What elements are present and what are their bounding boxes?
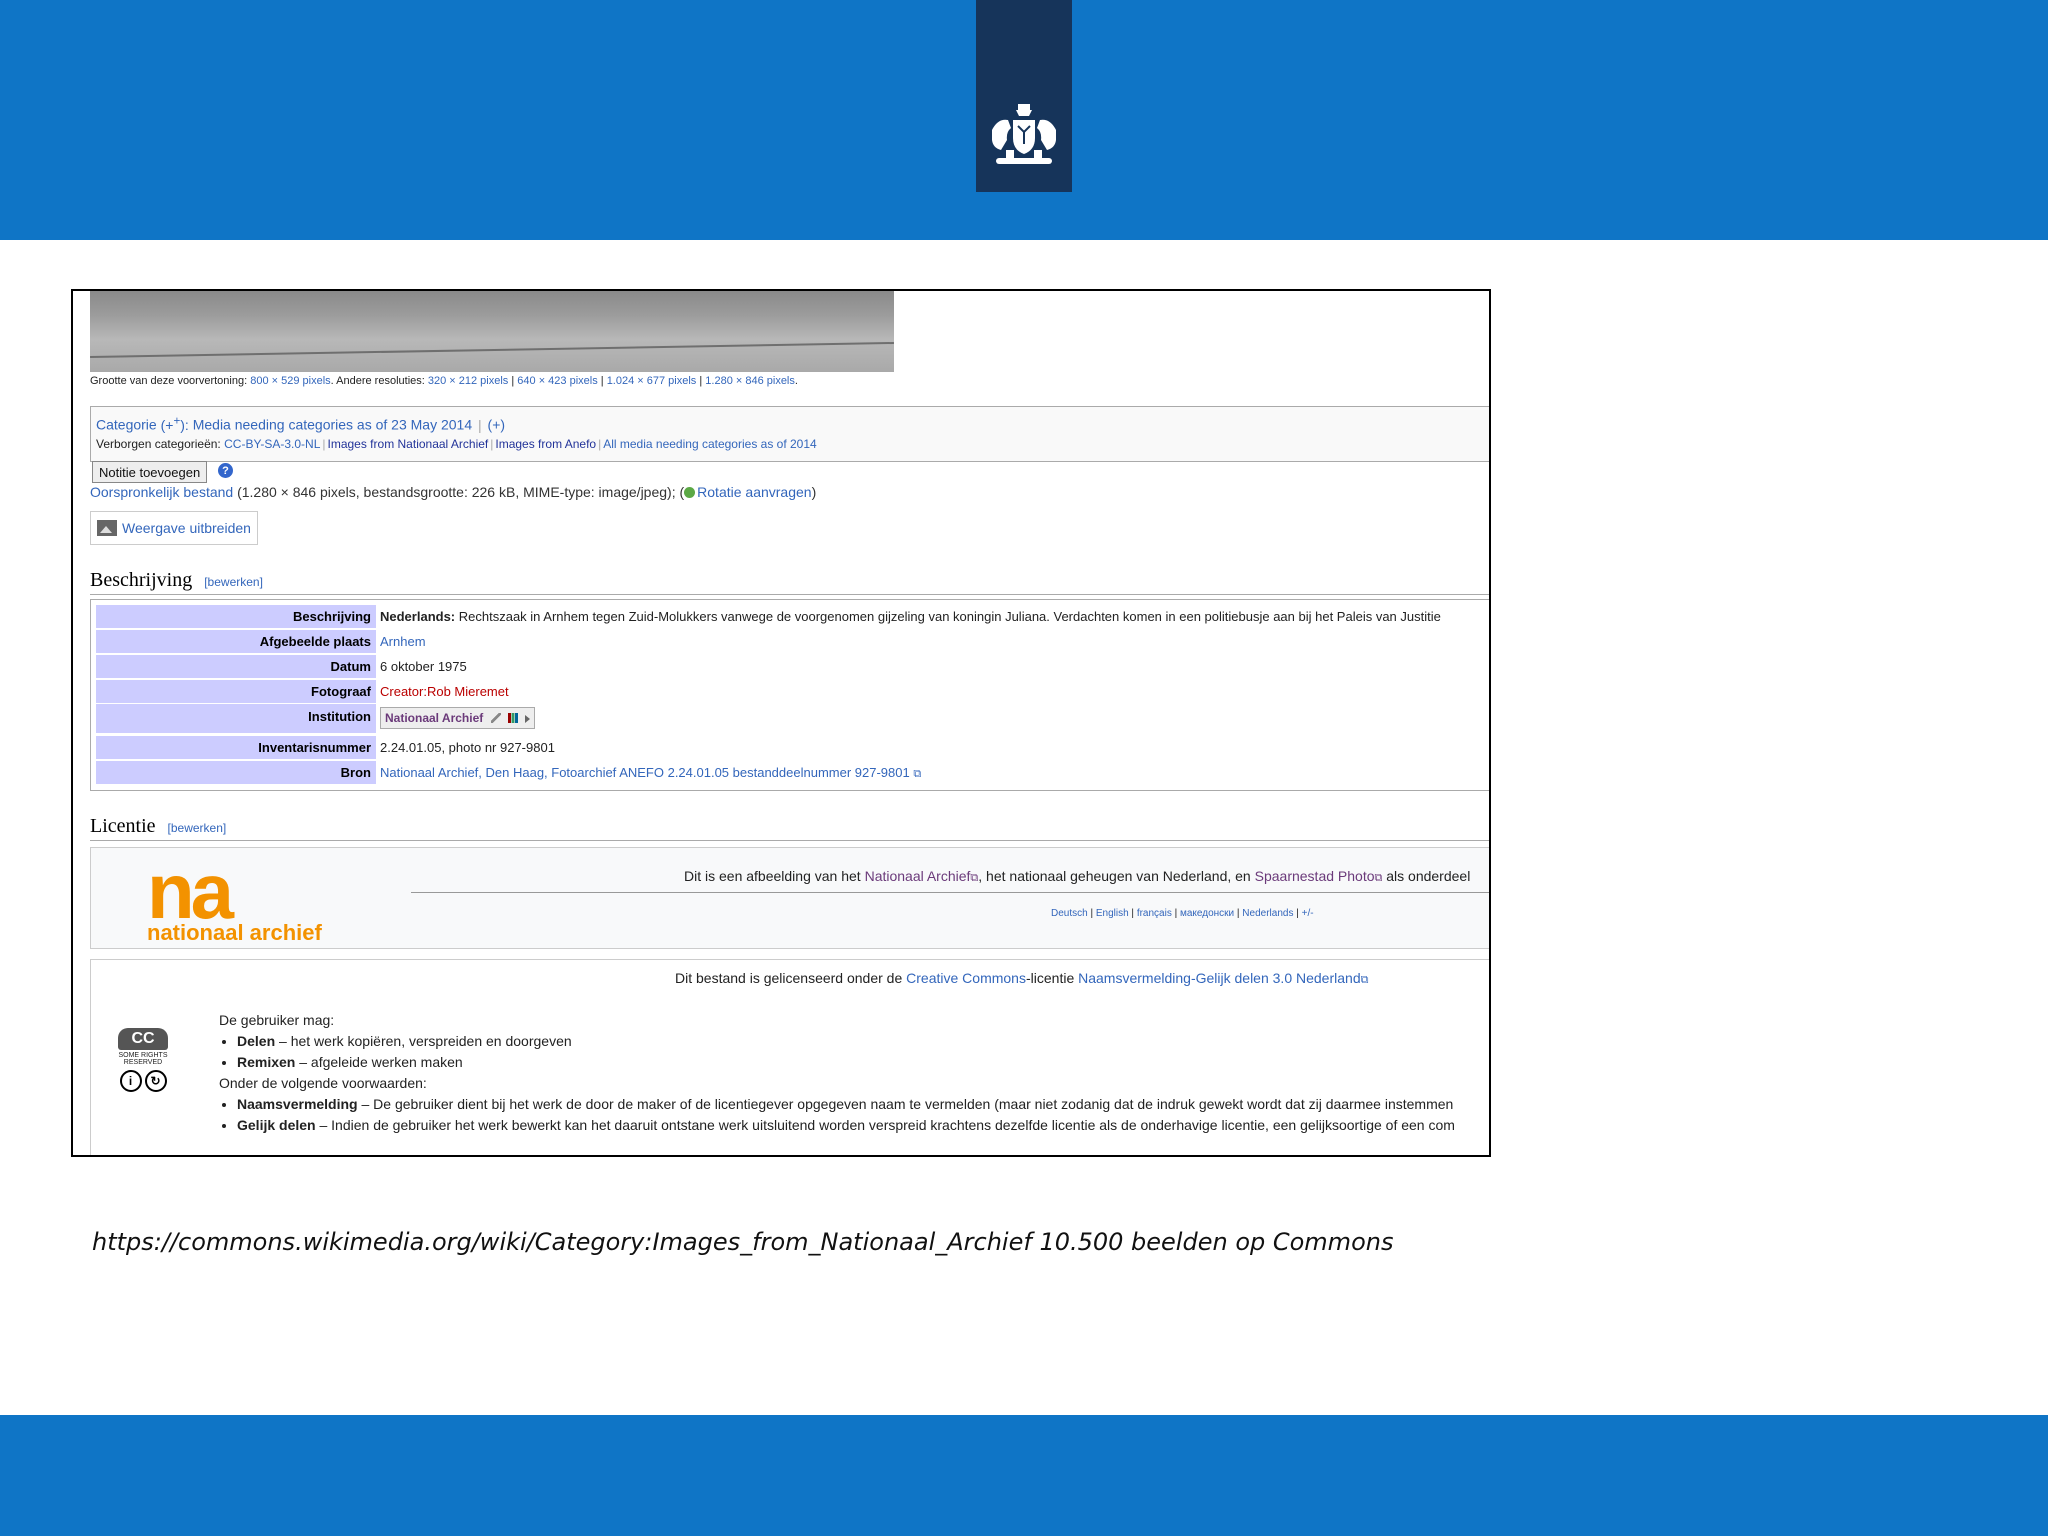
image-icon bbox=[97, 520, 117, 536]
info-key: Inventarisnummer bbox=[96, 736, 376, 759]
lang-link[interactable]: +/- bbox=[1301, 908, 1314, 919]
external-link-icon: ⧉ bbox=[1360, 974, 1369, 986]
some-rights-reserved: SOME RIGHTS RESERVED bbox=[118, 1052, 168, 1066]
external-link-icon: ⧉ bbox=[1374, 872, 1383, 884]
photographer-link[interactable]: Creator:Rob Mieremet bbox=[380, 684, 509, 699]
cc-pre: Dit bestand is gelicenseerd onder de bbox=[675, 970, 903, 986]
hidden-category-link[interactable]: CC-BY-SA-3.0-NL bbox=[224, 437, 321, 451]
info-row-inventory bbox=[96, 736, 1491, 759]
source-link[interactable]: Nationaal Archief, Den Haag, Fotoarchief ANEFO 2.24.01.05 bestanddeelnummer 927-9801 bbox=[380, 765, 910, 780]
term-remix-text: – afgeleide werken maken bbox=[295, 1054, 463, 1070]
cc-badge: CC bbox=[118, 1028, 168, 1050]
category-label-link[interactable]: Categorie bbox=[96, 416, 157, 433]
term-remix bbox=[237, 1052, 1455, 1073]
original-file-info: (1.280 × 846 pixels, bestandsgrootte: 226 kB, MIME-type: image/jpeg); ( bbox=[237, 484, 685, 500]
expand-view-button[interactable] bbox=[90, 511, 258, 545]
term-share-bold: Delen bbox=[237, 1033, 276, 1049]
license-link[interactable]: Naamsvermelding-Gelijk delen 3.0 Nederland bbox=[1078, 970, 1361, 986]
term-attribution bbox=[237, 1094, 1455, 1115]
info-key: Beschrijving bbox=[96, 605, 376, 628]
lang-link[interactable]: English bbox=[1095, 908, 1129, 919]
category-add-plus[interactable]: (++): bbox=[160, 414, 189, 433]
res-end: . bbox=[794, 375, 798, 387]
attribution-icon: i bbox=[120, 1070, 142, 1092]
language-links: Deutsch | English | français | македонски | Nederlands | +/- bbox=[1051, 908, 1314, 919]
info-row-date bbox=[96, 655, 1491, 678]
cc-mid: -licentie bbox=[1025, 970, 1075, 986]
external-link-icon: ⧉ bbox=[970, 872, 979, 884]
na-statement bbox=[684, 868, 1470, 885]
term-share bbox=[237, 1031, 1455, 1052]
pencil-icon[interactable] bbox=[491, 713, 501, 723]
info-row-location bbox=[96, 630, 1491, 653]
creative-commons-link[interactable]: Creative Commons bbox=[906, 970, 1026, 986]
info-key: Afgebeelde plaats bbox=[96, 630, 376, 653]
lang-link[interactable]: македонски bbox=[1179, 908, 1235, 919]
res-link-3[interactable]: 1.024 × 677 pixels bbox=[606, 375, 697, 387]
category-link[interactable]: Media needing categories as of 23 May 2014 bbox=[192, 416, 473, 433]
na-text-mid: , het nationaal geheugen van Nederland, en bbox=[978, 868, 1251, 884]
hidden-category-link[interactable]: Images from Anefo bbox=[495, 437, 597, 451]
spaarnestad-link[interactable]: Spaarnestad Photo bbox=[1254, 868, 1375, 884]
info-row-institution bbox=[96, 704, 1491, 733]
info-key: Institution bbox=[96, 704, 376, 733]
resolution-prefix: Grootte van deze voorvertoning: bbox=[90, 375, 248, 387]
term-share-alike-text: – Indien de gebruiker het werk bewerkt kan het daaruit ontstane werk uitsluitend worden verspreid krachtens dezelfde licentie als de onderhavige licentie, een gelijksoortige of een com bbox=[315, 1117, 1455, 1133]
nationaal-archief-banner bbox=[90, 847, 1491, 949]
nationaal-archief-logo-text: nationaal archief bbox=[147, 920, 322, 945]
description-value: Rechtszaak in Arnhem tegen Zuid-Molukkers vanwege de voorgenomen gijzeling van koningin Juliana. Verdachten komen in een politiebusje aan bij het Paleis van Justitie bbox=[458, 609, 1441, 624]
license-heading bbox=[90, 815, 226, 838]
divider bbox=[90, 594, 1491, 595]
photo-preview[interactable] bbox=[90, 291, 894, 372]
inventory-value: 2.24.01.05, photo nr 927-9801 bbox=[380, 740, 555, 755]
info-row-photographer bbox=[96, 680, 1491, 703]
edit-description-link[interactable]: [bewerken] bbox=[204, 575, 263, 589]
res-link-1[interactable]: 320 × 212 pixels bbox=[427, 375, 509, 387]
na-text-pre: Dit is een afbeelding van het bbox=[684, 868, 861, 884]
lang-link[interactable]: Deutsch bbox=[1051, 908, 1088, 919]
nationaal-archief-logo[interactable]: na bbox=[147, 847, 231, 935]
hidden-category-link[interactable]: All media needing categories as of 2014 bbox=[603, 437, 817, 451]
term-attribution-text: – De gebruiker dient bij het werk de door de maker of de licentiegever opgegeven naam te vermelden (maar niet zodanig dat de indruk gewekt wordt dat zij daarmee instemmen bbox=[357, 1096, 1454, 1112]
info-row-description bbox=[96, 605, 1491, 628]
commons-screenshot bbox=[71, 289, 1491, 1157]
category-box: Categorie (++): Media needing categories as of 23 May 2014 | (+) Verborgen categorieën: CC-BY-SA-3.0-NL | Images from Nationaal Archief | Images from Anefo | All media needing categories as of 2014 bbox=[90, 406, 1491, 462]
cc-by-sa-logo[interactable] bbox=[103, 1028, 183, 1098]
term-share-alike-bold: Gelijk delen bbox=[237, 1117, 316, 1133]
help-icon[interactable]: ? bbox=[218, 463, 233, 478]
hidden-category-link[interactable]: Images from Nationaal Archief bbox=[327, 437, 489, 451]
user-may-label: De gebruiker mag: bbox=[219, 1012, 335, 1028]
expand-view-label: Weergave uitbreiden bbox=[122, 520, 251, 536]
description-heading bbox=[90, 569, 263, 592]
slide-caption: https://commons.wikimedia.org/wiki/Category:Images_from_Nationaal_Archief 10.500 beelden op Commons bbox=[92, 1228, 1394, 1256]
share-alike-icon: ↻ bbox=[145, 1070, 167, 1092]
cc-license-box bbox=[90, 959, 1491, 1157]
date-value: 6 oktober 1975 bbox=[380, 659, 467, 674]
term-remix-bold: Remixen bbox=[237, 1054, 296, 1070]
chevron-right-icon[interactable] bbox=[525, 715, 530, 723]
location-link[interactable]: Arnhem bbox=[380, 634, 426, 649]
paren-close: ) bbox=[811, 484, 817, 500]
hidden-categories-label: Verborgen categorieën: bbox=[96, 437, 221, 451]
term-share-text: – het werk kopiëren, verspreiden en doorgeven bbox=[275, 1033, 572, 1049]
bottom-banner bbox=[0, 1415, 2048, 1536]
add-note-button[interactable]: Notitie toevoegen bbox=[92, 461, 207, 483]
government-emblem bbox=[976, 0, 1072, 192]
license-title: Licentie bbox=[90, 815, 156, 837]
info-key: Fotograaf bbox=[96, 680, 376, 703]
lang-link[interactable]: français bbox=[1136, 908, 1172, 919]
resolution-line: Grootte van deze voorvertoning: 800 × 529 pixels. Andere resoluties: 320 × 212 pixels | 640 × 423 pixels | 1.024 × 677 pixels | 1.280 × 846 pixels. bbox=[90, 375, 798, 387]
rotate-icon bbox=[684, 487, 695, 498]
original-file-link[interactable]: Oorspronkelijk bestand bbox=[90, 484, 234, 500]
info-key: Bron bbox=[96, 761, 376, 784]
request-rotation-link[interactable]: Rotatie aanvragen bbox=[697, 484, 812, 500]
cc-license-line bbox=[675, 970, 1368, 987]
conditions-label: Onder de volgende voorwaarden: bbox=[219, 1075, 427, 1091]
res-link-4[interactable]: 1.280 × 846 pixels bbox=[705, 375, 795, 387]
other-res-label: . Andere resoluties: bbox=[330, 375, 425, 387]
category-add-link[interactable]: (+) bbox=[487, 416, 506, 433]
info-key: Datum bbox=[96, 655, 376, 678]
info-row-source bbox=[96, 761, 1491, 784]
description-title: Beschrijving bbox=[90, 569, 193, 591]
term-share-alike bbox=[237, 1115, 1455, 1136]
language-label: Nederlands: bbox=[380, 609, 456, 624]
institution-box[interactable] bbox=[380, 707, 535, 729]
lang-link[interactable]: Nederlands bbox=[1242, 908, 1294, 919]
edit-license-link[interactable]: [bewerken] bbox=[167, 821, 227, 835]
nationaal-archief-link[interactable]: Nationaal Archief bbox=[864, 868, 971, 884]
external-link-icon: ⧉ bbox=[913, 768, 922, 780]
na-text-post: als onderdeel bbox=[1386, 868, 1471, 884]
divider bbox=[90, 840, 1491, 841]
royal-coat-of-arms-icon bbox=[982, 100, 1066, 172]
term-attribution-bold: Naamsvermelding bbox=[237, 1096, 358, 1112]
preview-size-link[interactable]: 800 × 529 pixels bbox=[250, 375, 331, 387]
original-file-line bbox=[90, 484, 816, 500]
divider bbox=[411, 892, 1491, 893]
institution-link[interactable]: Nationaal Archief bbox=[385, 711, 484, 725]
cc-terms bbox=[219, 1010, 1455, 1136]
plus-sup: + bbox=[173, 414, 181, 427]
res-link-2[interactable]: 640 × 423 pixels bbox=[517, 375, 598, 387]
information-table bbox=[90, 599, 1491, 791]
wikidata-icon[interactable] bbox=[508, 713, 518, 723]
